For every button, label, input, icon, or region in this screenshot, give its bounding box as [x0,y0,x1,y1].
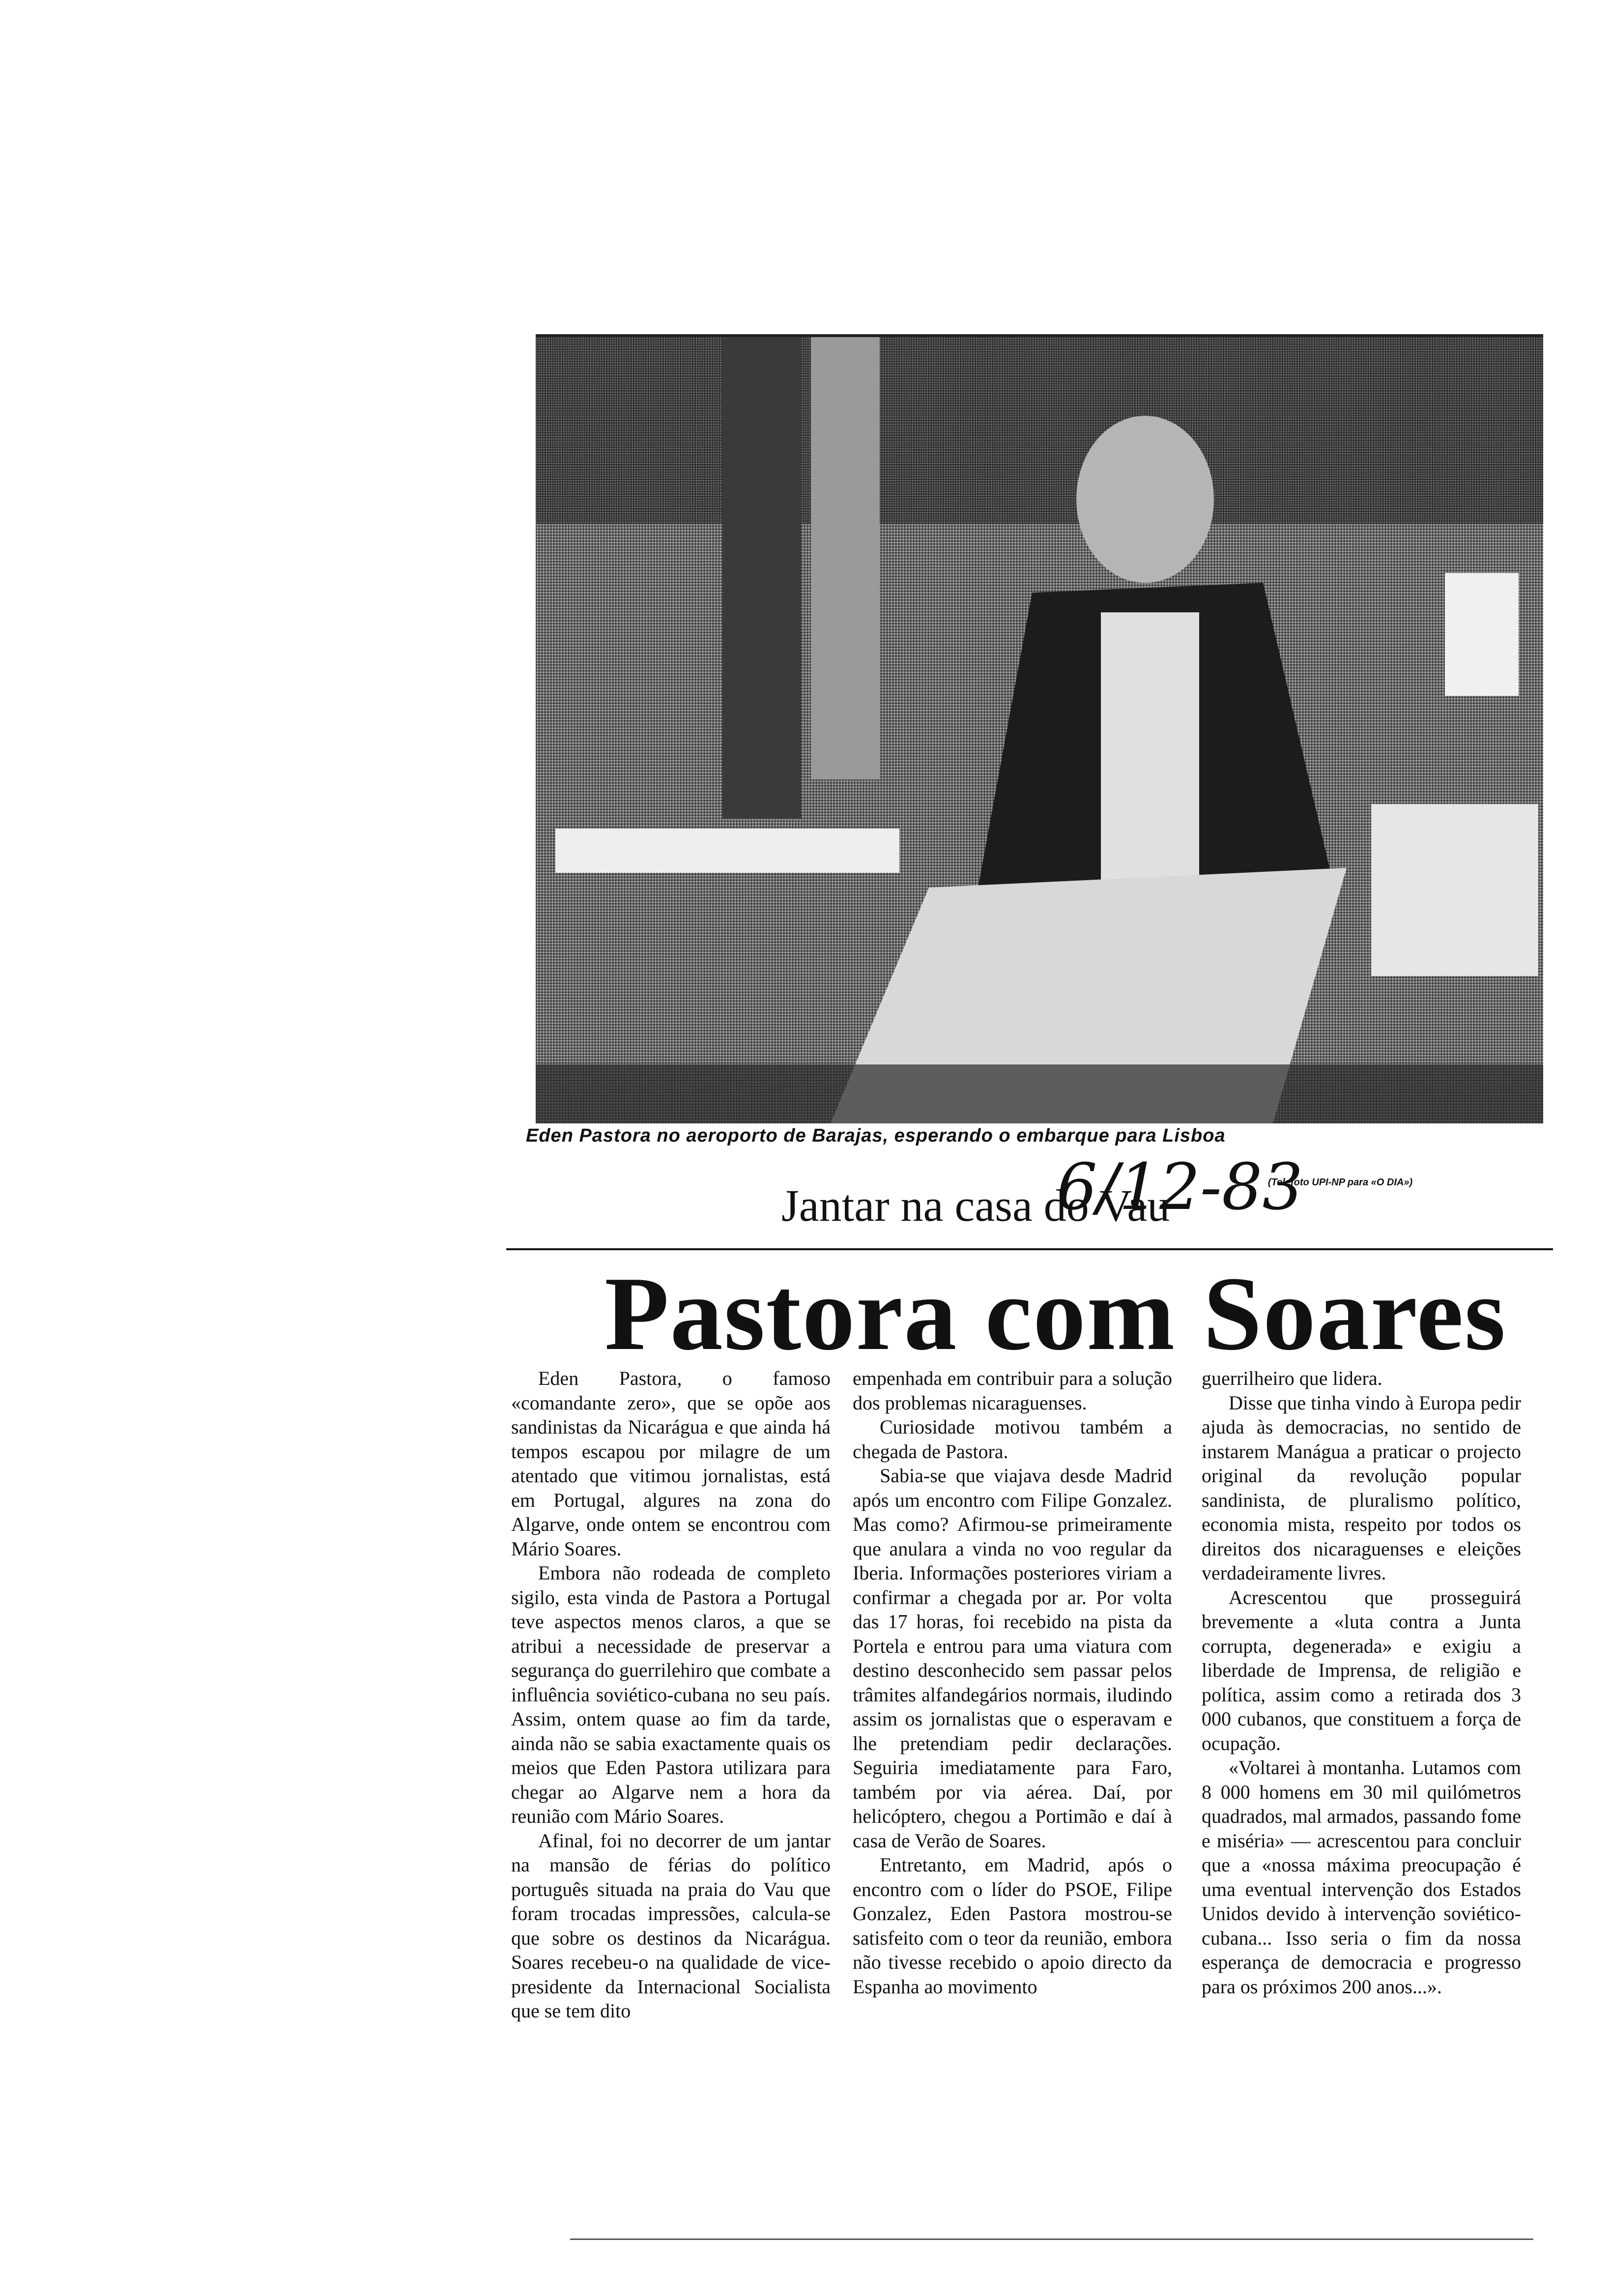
paragraph: guerrilheiro que lidera. [1202,1367,1382,1389]
news-photo [536,334,1543,1123]
paragraph: «Voltarei à montanha. Lutamos com 8 000 homens em 30 mil quilómetros quadrados, mal armados, passando fome e miséria» — acrescentou para concluir que a «nossa máxima preocupação é uma eventual intervenção dos Estados Unidos devido à intervenção soviético-cubana... Isso seria o fim da nossa esperança de democracia e progresso para os próximos 200 anos...». [1202,1756,1521,1998]
article-column-3 [1202,1366,1521,1999]
divider [570,2239,1533,2240]
paragraph: Acrescentou que prosseguirá brevemente a «luta contra a Junta corrupta, degenerada» e exigiu a liberdade de Imprensa, de religião e política, assim como a retirada dos 3 000 cubanos, que constituem a força de ocupação. [1202,1586,1521,1754]
article-column-2 [853,1366,1172,1999]
divider [506,1248,1553,1250]
paragraph: Curiosidade motivou também a chegada de Pastora. [853,1416,1172,1463]
paragraph: Afinal, foi no decorrer de um jantar na mansão de férias do político português situada na praia do Vau que foram trocadas impressões, calcula-se que sobre os destinos da Nicarágua. Soares recebeu-o na qualidade de vice-presidente da Internacional Socialista que se tem dito [511,1829,831,2022]
paragraph: Entretanto, em Madrid, após o encontro com o líder do PSOE, Filipe Gonzalez, Eden Pastora mostrou-se satisfeito com o teor da reunião, embora não tivesse recebido o apoio directo da Espanha ao movimento [853,1854,1172,1998]
article-kicker: Jantar na casa do Vau [781,1180,1170,1231]
photo-credit: (Telefoto UPI-NP para «O DIA») [1268,1177,1413,1188]
photo-caption: Eden Pastora no aeroporto de Barajas, esperando o embarque para Lisboa [526,1125,1226,1146]
paragraph: empenhada em contribuir para a solução dos problemas nicaraguenses. [853,1367,1172,1414]
article-headline: Pastora com Soares [604,1255,1507,1372]
svg-text:6/12-83: 6/12-83 [1057,1149,1303,1224]
article-column-1 [511,1366,831,2023]
paragraph: Disse que tinha vindo à Europa pedir ajuda às democracias, no sentido de instarem Manágua a praticar o projecto original da revolução popular sandinista, de pluralismo político, economia mista, respeito por todos os direitos dos nicaraguenses e eleições verdadeiramente livres. [1202,1391,1521,1584]
paragraph: Eden Pastora, o famoso «comandante zero», que se opõe aos sandinistas da Nicarágua e que ainda há tempos escapou por milagre de um atentado que vitimou jornalistas, está em Portugal, algures na zona do Algarve, onde ontem se encontrou com Mário Soares. [511,1367,831,1560]
paragraph: Sabia-se que viajava desde Madrid após um encontro com Filipe Gonzalez. Mas como? Afirmou-se primeiramente que anulara a vinda no voo regular da Iberia. Informações posteriores viriam a confirmar a chegada por ar. Por volta das 17 horas, foi recebido na pista da Portela e entrou para uma viatura com destino desconhecido sem passar pelos trâmites alfandegários normais, iludindo assim os jornalistas que o esperavam e lhe pretendiam pedir declarações. Seguiria imediatamente para Faro, também por via aérea. Daí, por helicóptero, chegou a Portimão e daí à casa de Verão de Soares. [853,1464,1172,1852]
paragraph: Embora não rodeada de completo sigilo, esta vinda de Pastora a Portugal teve aspectos menos claros, a que se atribui a necessidade de preservar a segurança do guerrilehiro que combate a influência soviético-cubana no seu país. Assim, ontem quase ao fim da tarde, ainda não se sabia exactamente quais os meios que Eden Pastora utilizara para chegar ao Algarve nem a hora da reunião com Mário Soares. [511,1562,831,1827]
